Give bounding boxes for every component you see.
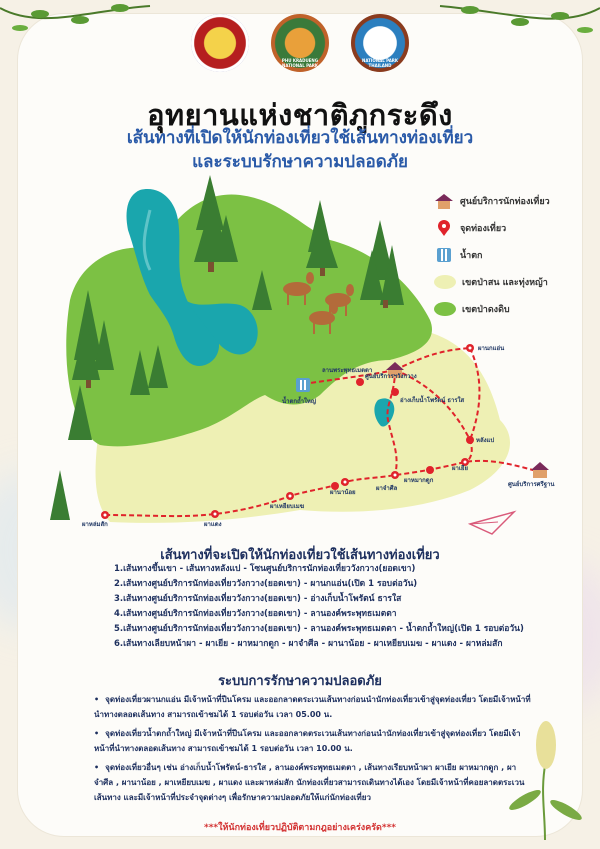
safety-list bbox=[94, 692, 534, 809]
visitor-center-icon bbox=[434, 192, 454, 210]
legend-label: น้ำตก bbox=[460, 251, 483, 261]
safety-text: จุดท่องเที่ยวอื่นๆ เช่น อ่างเก็บน้ำโพรัตน์-ธารใส , ลานองค์พระพุทธเมตตา , เส้นทางเรียบหน้าผา ผาเยีย ผาหมากดูก , ผาจำศีล , ผานาน้อย , ผาเหยียบเมฆ , ผาแดง และผาหล่มสัก นักท่องเที่ยวสามารถเดินทางได้เอง โดยมีเจ้าหน้าที่คอยลาดตระเวนเส้นทาง และมีเจ้าหน้าที่ประจำจุดต่างๆ เพื่อรักษาความปลอดภัยให้แก่นักท่องเที่ยว bbox=[94, 763, 525, 802]
legend-label: เขตป่าสน และทุ่งหญ้า bbox=[462, 278, 548, 288]
safety-title: ระบบการรักษาความปลอดภัย bbox=[218, 674, 382, 689]
label-pha-mak-duk: ผาหมากดูก bbox=[404, 477, 434, 484]
subtitle-line-1: เส้นทางที่เปิดให้นักท่องเที่ยวใช้เส้นทางท่องเที่ยว bbox=[126, 128, 474, 148]
pine-grassland-swatch bbox=[434, 275, 456, 289]
label-pha-jamsin: ผาจำศีล bbox=[376, 485, 398, 492]
route-item: 6.เส้นทางเลียบหน้าผา - ผาเยีย - ผาหมากดูก - ผาจำศีล - ผานาน้อย - ผาเหยียบเมฆ - ผาแดง - ผาหล่มสัก bbox=[114, 639, 503, 649]
label-pha-nanoi: ผานาน้อย bbox=[330, 489, 356, 496]
location-pin-icon bbox=[434, 219, 454, 237]
legend-label: เขตป่าดงดิบ bbox=[462, 305, 510, 315]
safety-text: จุดท่องเที่ยวน้ำตกถ้ำใหญ่ มีเจ้าหน้าที่ปีนโครม และออกลาดตระเวนเส้นทางก่อนนำนักท่องเที่ยวเข้าสู่จุดท่องเที่ยว โดยมีเจ้าหน้าที่นำทางตลอดเส้นทาง สามารถเข้าชมได้ 1 รอบต่อวัน เวลา 10.00 น. bbox=[94, 729, 521, 753]
national-park-thailand-icon: NATIONAL PARK THAILAND bbox=[351, 14, 409, 72]
park-logo-icon: PHU KRADUENG NATIONAL PARK bbox=[271, 14, 329, 72]
route-item: 3.เส้นทางศูนย์บริการนักท่องเที่ยววังกวาง(ยอดเขา) - อ่างเก็บน้ำโพรัตน์ ธารใส bbox=[114, 594, 402, 604]
label-waterfall: น้ำตกถ้ำใหญ่ bbox=[282, 398, 316, 405]
route-item: 4.เส้นทางศูนย์บริการนักท่องเที่ยววังกวาง(ยอดเขา) - ลานองค์พระพุทธเมตตา bbox=[114, 609, 397, 619]
safety-item bbox=[94, 760, 534, 805]
subtitle-line-2: และระบบรักษาความปลอดภัย bbox=[192, 152, 408, 172]
map-legend bbox=[434, 190, 550, 325]
label-reservoir: อ่างเก็บน้ำโพรัตน์ ธารใส bbox=[400, 397, 465, 404]
legend-label: ศูนย์บริการนักท่องเที่ยว bbox=[460, 197, 550, 207]
route-item: 5.เส้นทางศูนย์บริการนักท่องเที่ยววังกวาง(ยอดเขา) - ลานองค์พระพุทธเมตตา - น้ำตกถ้ำใหญ่(เปิด 1 รอบต่อวัน) bbox=[114, 624, 524, 634]
label-pha-noi: ผาเหยียบเมฆ bbox=[270, 503, 305, 510]
legend-pine-grassland bbox=[434, 271, 550, 293]
legend-waterfall bbox=[434, 244, 550, 266]
routes-title: เส้นทางที่จะเปิดให้นักท่องเที่ยวใช้เส้นทางท่องเที่ยว bbox=[160, 548, 440, 563]
legend-visitor-center bbox=[434, 190, 550, 212]
routes-list bbox=[114, 562, 524, 652]
label-lanpha: ลานพระพุทธเมตตา bbox=[322, 367, 373, 374]
evergreen-forest-swatch bbox=[434, 302, 456, 316]
label-center: ศูนย์บริการฯวังกวาง bbox=[365, 373, 417, 380]
paper-plane-icon bbox=[468, 508, 518, 538]
page-title: อุทยานแห่งชาติภูกระดึง bbox=[147, 98, 453, 132]
label-visitor-center-main: ศูนย์บริการศรีฐาน bbox=[508, 481, 555, 488]
safety-item bbox=[94, 692, 534, 722]
label-pha-lom-sak: ผาหล่มสัก bbox=[82, 521, 108, 528]
safety-text: จุดท่องเที่ยวผานกแอ่น มีเจ้าหน้าที่ปีนโครม และออกลาดตระเวนเส้นทางก่อนนำนักท่องเที่ยวเข้าสู่จุดท่องเที่ยว โดยมีเจ้าหน้าที่นำทางตลอดเส้นทาง สามารถเข้าชมได้ 1 รอบต่อวัน เวลา 05.00 น. bbox=[94, 695, 531, 719]
route-item: 2.เส้นทางศูนย์บริการนักท่องเที่ยววังกวาง(ยอดเขา) - ผานกแอ่น(เปิด 1 รอบต่อวัน) bbox=[114, 579, 418, 589]
waterfall-icon bbox=[434, 246, 454, 264]
waterfall-icon bbox=[296, 378, 310, 392]
legend-evergreen bbox=[434, 298, 550, 320]
label-pha-yea: ผาเยีย bbox=[452, 465, 468, 472]
bullet-icon: • bbox=[94, 695, 100, 704]
bullet-icon: • bbox=[94, 729, 100, 738]
label-pha-nok-aen: ผานกแอ่น bbox=[478, 345, 505, 352]
safety-item bbox=[94, 726, 534, 756]
bullet-icon: • bbox=[94, 763, 100, 772]
label-lang-pae: หลังแป bbox=[476, 437, 495, 444]
route-item: 1.เส้นทางขึ้นเขา - เส้นทางหลังแป - โซนศูนย์บริการนักท่องเที่ยววังกวาง(ยอดเขา) bbox=[114, 564, 416, 574]
legend-label: จุดท่องเที่ยว bbox=[460, 224, 507, 234]
legend-attraction bbox=[434, 217, 550, 239]
footer-warning: ***ให้นักท่องเที่ยวปฏิบัติตามกฎอย่างเคร่งครัด*** bbox=[203, 823, 397, 833]
flower-decoration bbox=[500, 690, 590, 840]
label-pha-daeng: ผาแดง bbox=[204, 521, 222, 528]
